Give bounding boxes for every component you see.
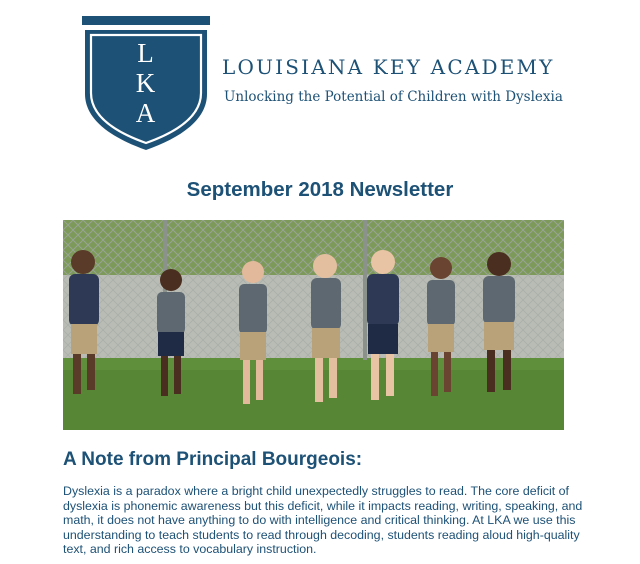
logo-letter-a: A	[135, 98, 157, 128]
students-running-photo	[63, 220, 564, 430]
newsletter-title: September 2018 Newsletter	[186, 178, 454, 201]
photo-illustration	[63, 220, 564, 430]
principal-note-heading: A Note from Principal Bourgeois:	[63, 449, 363, 470]
lka-shield-logo	[82, 16, 210, 152]
logo-letter-k: K	[135, 68, 157, 98]
brand-name: LOUISIANA KEY ACADEMY	[222, 55, 555, 79]
brand-tagline: Unlocking the Potential of Children with Dyslexia	[224, 89, 563, 105]
logo-letter-l: L	[137, 38, 155, 68]
principal-note-body: Dyslexia is a paradox where a bright child unexpectedly struggles to read. The core deficit of dyslexia is phonemic awareness but this deficit, while it impacts reading, writing, speaking, and math, it does not have anything to do with intelligence and critical thinking. At LKA we use this understanding to teach students to read through decoding, students reading aloud high-quality text, and rich access to vocabulary instruction.	[63, 484, 583, 557]
